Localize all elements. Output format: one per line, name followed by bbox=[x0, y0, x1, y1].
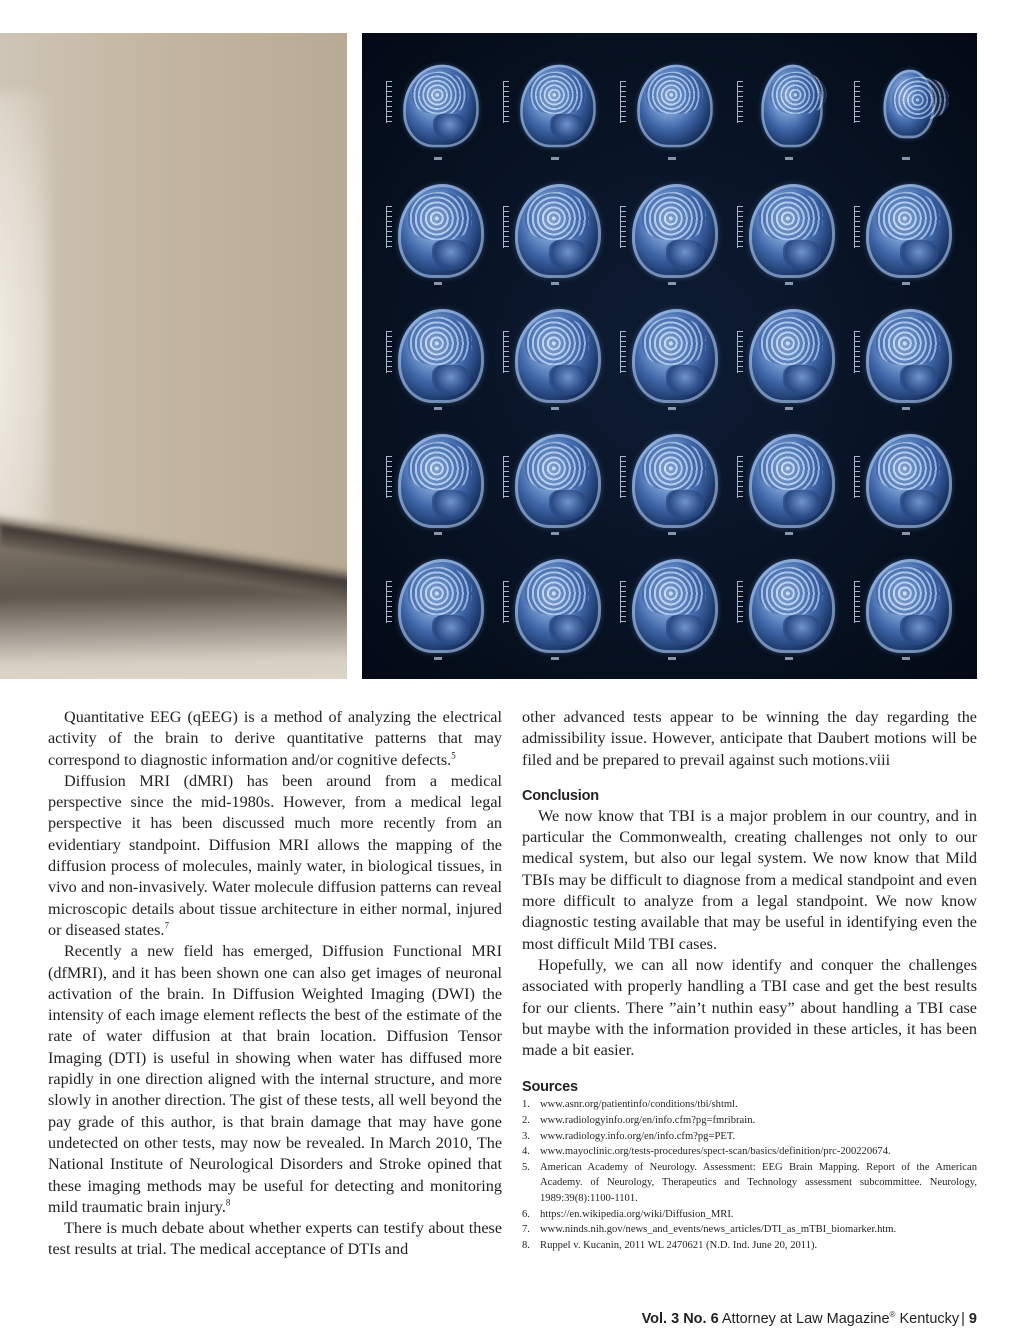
mri-scale-bar bbox=[854, 206, 862, 248]
sources-heading: Sources bbox=[522, 1079, 578, 1096]
mri-brain-tissue bbox=[642, 442, 706, 490]
mri-brain-tissue bbox=[759, 567, 823, 615]
mri-head-outline bbox=[883, 70, 934, 139]
mri-head-outline bbox=[398, 434, 484, 528]
mri-brain-tissue bbox=[646, 72, 702, 114]
mri-head-outline bbox=[632, 309, 718, 403]
mri-scan-slice bbox=[384, 426, 496, 544]
mri-scan-slice bbox=[501, 551, 613, 669]
mri-brain-tissue bbox=[892, 77, 948, 119]
mri-head-outline bbox=[398, 309, 484, 403]
volume-label: Vol. 3 No. 6 bbox=[641, 1311, 719, 1327]
mri-scan-slice bbox=[852, 551, 964, 669]
conclusion-heading: Conclusion bbox=[522, 787, 599, 804]
mri-head-outline bbox=[761, 65, 823, 148]
mri-jaw-region bbox=[666, 615, 704, 645]
mri-slice-marker bbox=[434, 157, 442, 160]
registered-mark: ® bbox=[889, 1310, 896, 1320]
mri-slice-marker bbox=[434, 282, 442, 285]
mri-jaw-region bbox=[666, 365, 704, 395]
mri-scale-bar bbox=[620, 456, 628, 498]
mri-brain-tissue bbox=[759, 317, 823, 365]
mri-brain-tissue bbox=[642, 567, 706, 615]
mri-scale-bar bbox=[503, 456, 511, 498]
region-label: Kentucky bbox=[899, 1311, 960, 1327]
mri-jaw-region bbox=[550, 114, 583, 140]
footnote-ref: 8 bbox=[225, 1197, 231, 1208]
mri-head-outline bbox=[403, 65, 479, 148]
mri-slice-marker bbox=[902, 282, 910, 285]
mri-scale-bar bbox=[737, 81, 745, 123]
mri-brain-tissue bbox=[876, 442, 940, 490]
mri-scale-bar bbox=[854, 456, 862, 498]
source-number: 8. bbox=[522, 1239, 530, 1251]
mri-scale-bar bbox=[503, 331, 511, 373]
source-text: www.radiology.info.org/en/info.cfm?pg=PET. bbox=[540, 1130, 736, 1142]
mri-slice-marker bbox=[785, 657, 793, 660]
source-text: www.radiologyinfo.org/en/info.cfm?pg=fmribrain. bbox=[540, 1115, 756, 1127]
mri-scan-grid bbox=[384, 51, 964, 671]
mri-brain-tissue bbox=[759, 192, 823, 240]
mri-brain-tissue bbox=[770, 72, 826, 114]
mri-head-outline bbox=[632, 184, 718, 278]
paragraph-debate: There is much debate about whether experts can testify about these test results at trial. The medical acceptance of DTIs and bbox=[48, 1219, 502, 1259]
mri-scan-slice bbox=[384, 301, 496, 419]
mri-brain-tissue bbox=[876, 192, 940, 240]
mri-scale-bar bbox=[503, 581, 511, 623]
mri-slice-marker bbox=[668, 157, 676, 160]
footnote-ref: 5 bbox=[451, 750, 456, 761]
paragraph-admissibility: other advanced tests appear to be winning the day regarding the admissibility issue. However, anticipate that Daubert motions will be filed and be prepared to prevail against such motions.viii bbox=[522, 708, 977, 769]
mri-head-outline bbox=[749, 434, 835, 528]
source-text: Ruppel v. Kucanin, 2011 WL 2470621 (N.D. Ind. June 20, 2011). bbox=[540, 1239, 818, 1251]
mri-slice-marker bbox=[551, 657, 559, 660]
source-number: 7. bbox=[522, 1224, 530, 1236]
mri-jaw-region bbox=[433, 114, 466, 140]
mri-jaw-region bbox=[783, 615, 821, 645]
mri-head-outline bbox=[520, 65, 596, 148]
mri-slice-marker bbox=[551, 407, 559, 410]
footer-separator: | bbox=[961, 1311, 965, 1327]
mri-brain-tissue bbox=[525, 317, 589, 365]
mri-slice-marker bbox=[785, 407, 793, 410]
mri-jaw-region bbox=[432, 365, 470, 395]
mri-brain-tissue bbox=[408, 442, 472, 490]
source-item bbox=[522, 1144, 977, 1160]
mri-head-outline bbox=[515, 559, 601, 653]
source-text: American Academy of Neurology. Assessment: EEG Brain Mapping. Report of the American Academy. of Neurology, Therapeutics and Technology assessment subcommittee. Neurology, 1989:39(8):1100-1101. bbox=[540, 1161, 977, 1205]
paragraph-dmri: Diffusion MRI (dMRI) has been around from a medical perspective since the mid-1980s. However, from a medical legal perspective it has been discussed much more recently from an evidentiary standpoint. Diffusion MRI allows the mapping of the diffusion process of molecules, mainly water, in biological tissues, in vivo and non-invasively. Water molecule diffusion patterns can reveal microscopic details about tissue architecture in either normal, injured or diseased states.$^7$ bbox=[48, 771, 502, 939]
mri-scan-slice bbox=[618, 51, 730, 169]
mri-scale-bar bbox=[386, 206, 394, 248]
mri-head-outline bbox=[398, 184, 484, 278]
mri-scale-bar bbox=[737, 581, 745, 623]
mri-jaw-region bbox=[666, 240, 704, 270]
mri-jaw-region bbox=[666, 490, 704, 520]
mri-scan-slice bbox=[501, 301, 613, 419]
mri-slice-marker bbox=[785, 532, 793, 535]
clinical-room-photo bbox=[0, 33, 347, 679]
mri-scan-slice bbox=[501, 51, 613, 169]
mri-scale-bar bbox=[737, 206, 745, 248]
mri-brain-tissue bbox=[525, 567, 589, 615]
mri-scan-slice bbox=[852, 176, 964, 294]
article-left-column bbox=[48, 707, 502, 1261]
mri-jaw-region bbox=[783, 240, 821, 270]
sources-list bbox=[522, 1097, 977, 1253]
mri-head-outline bbox=[515, 184, 601, 278]
mri-scan-slice bbox=[852, 301, 964, 419]
paragraph-dfmri: Recently a new field has emerged, Diffusion Functional MRI (dfMRI), and it has been shown one can also get images of neuronal activation of the brain. In Diffusion Weighted Imaging (DWI) the intensity of each image element reflects the best of the estimate of the rate of water diffusion at that brain location. Diffusion Tensor Imaging (DTI) is useful in showing when water has diffused more rapidly in one direction aligned with the internal structure, and more slowly in another direction. The gist of these tests, all well beyond the pay grade of this author, is that brain damage that may have gone undetected on other tests, may now be revealed. In March 2010, The National Institute of Neurological Disorders and Stroke opined that these imaging methods may be useful for detecting and monitoring mild traumatic brain injury.$^8$ bbox=[48, 942, 502, 1216]
mri-slice-marker bbox=[902, 407, 910, 410]
mri-slice-marker bbox=[551, 157, 559, 160]
mri-brain-tissue bbox=[525, 442, 589, 490]
mri-head-outline bbox=[749, 184, 835, 278]
mri-scan-slice bbox=[735, 176, 847, 294]
source-item bbox=[522, 1160, 977, 1207]
page-footer bbox=[642, 1311, 977, 1327]
mri-brain-tissue bbox=[876, 317, 940, 365]
mri-brain-tissue bbox=[759, 442, 823, 490]
mri-scale-bar bbox=[737, 331, 745, 373]
mri-scale-bar bbox=[854, 331, 862, 373]
mri-head-outline bbox=[632, 559, 718, 653]
mri-head-outline bbox=[866, 309, 952, 403]
mri-jaw-region bbox=[549, 240, 587, 270]
mri-slice-marker bbox=[551, 282, 559, 285]
mri-scale-bar bbox=[737, 456, 745, 498]
mri-scan-slice bbox=[735, 551, 847, 669]
mri-head-outline bbox=[866, 184, 952, 278]
mri-head-outline bbox=[637, 65, 713, 148]
source-text: www.ninds.nih.gov/news_and_events/news_articles/DTI_as_mTBI_biomarker.htm. bbox=[540, 1224, 897, 1236]
mri-head-outline bbox=[515, 434, 601, 528]
mri-scale-bar bbox=[620, 206, 628, 248]
mri-scan-slice bbox=[618, 551, 730, 669]
mri-scale-bar bbox=[386, 456, 394, 498]
mri-scan-slice bbox=[852, 51, 964, 169]
mri-slice-marker bbox=[434, 407, 442, 410]
mri-jaw-region bbox=[900, 615, 938, 645]
mri-slice-marker bbox=[434, 657, 442, 660]
mri-brain-tissue bbox=[408, 567, 472, 615]
source-number: 4. bbox=[522, 1146, 530, 1158]
mri-brain-tissue bbox=[529, 72, 585, 114]
mri-slice-marker bbox=[902, 657, 910, 660]
mri-scan-slice bbox=[501, 176, 613, 294]
mri-scale-bar bbox=[854, 581, 862, 623]
mri-scale-bar bbox=[386, 81, 394, 123]
mri-slice-marker bbox=[668, 532, 676, 535]
mri-slice-marker bbox=[902, 157, 910, 160]
source-item bbox=[522, 1129, 977, 1145]
mri-jaw-region bbox=[549, 490, 587, 520]
source-item bbox=[522, 1097, 977, 1113]
mri-scale-bar bbox=[620, 581, 628, 623]
mri-scan-slice bbox=[618, 176, 730, 294]
mri-jaw-region bbox=[783, 490, 821, 520]
mri-head-outline bbox=[749, 309, 835, 403]
source-number: 5. bbox=[522, 1161, 530, 1173]
publication-name: Attorney at Law Magazine bbox=[721, 1311, 890, 1327]
mri-head-outline bbox=[866, 559, 952, 653]
mri-slice-marker bbox=[551, 532, 559, 535]
source-number: 2. bbox=[522, 1115, 530, 1127]
source-item bbox=[522, 1238, 977, 1254]
mri-jaw-region bbox=[432, 240, 470, 270]
mri-brain-tissue bbox=[408, 317, 472, 365]
mri-scan-slice bbox=[735, 301, 847, 419]
mri-scale-bar bbox=[620, 81, 628, 123]
mri-scan-slice bbox=[384, 551, 496, 669]
mri-scale-bar bbox=[854, 81, 862, 123]
mri-jaw-region bbox=[783, 365, 821, 395]
paragraph-conclusion-1: We now know that TBI is a major problem in our country, and in particular the Commonwealth, creating challenges not only to our medical system, but also our legal system. We now know that Mild TBIs may be difficult to diagnose from a medical standpoint and even more difficult to analyze from a legal standpoint. We now know diagnostic testing available that may be useful in identifying even the most difficult Mild TBI cases. bbox=[522, 806, 977, 953]
mri-scans-photo bbox=[362, 33, 977, 679]
mri-scan-slice bbox=[618, 301, 730, 419]
source-item bbox=[522, 1113, 977, 1129]
mri-head-outline bbox=[749, 559, 835, 653]
mri-scale-bar bbox=[620, 331, 628, 373]
source-number: 1. bbox=[522, 1099, 530, 1111]
mri-brain-tissue bbox=[412, 72, 468, 114]
source-item bbox=[522, 1222, 977, 1238]
footnote-ref: 7 bbox=[164, 920, 169, 931]
article-right-column bbox=[522, 707, 977, 1253]
mri-scale-bar bbox=[386, 331, 394, 373]
mri-scan-slice bbox=[501, 426, 613, 544]
mri-scan-slice bbox=[735, 426, 847, 544]
source-text: www.asnr.org/patientinfo/conditions/tbi/shtml. bbox=[540, 1099, 738, 1111]
mri-scan-slice bbox=[384, 176, 496, 294]
mri-head-outline bbox=[398, 559, 484, 653]
mri-scan-slice bbox=[852, 426, 964, 544]
mri-slice-marker bbox=[668, 407, 676, 410]
mri-scan-slice bbox=[618, 426, 730, 544]
paragraph-qeeg: Quantitative EEG (qEEG) is a method of analyzing the electrical activity of the brain to derive quantitative patterns that may correspond to diagnostic information and/or cognitive defects.$^5$ bbox=[48, 708, 502, 769]
paragraph-conclusion-2: Hopefully, we can all now identify and conquer the challenges associated with properly handling a TBI case and get the best results for our clients. There ”ain’t nuthin easy” about handling a TBI case but maybe with the information provided in these articles, it has been made a bit easier. bbox=[522, 955, 977, 1060]
mri-brain-tissue bbox=[408, 192, 472, 240]
mri-jaw-region bbox=[900, 240, 938, 270]
mri-slice-marker bbox=[434, 532, 442, 535]
mri-scan-slice bbox=[735, 51, 847, 169]
mri-jaw-region bbox=[900, 490, 938, 520]
mri-brain-tissue bbox=[876, 567, 940, 615]
mri-slice-marker bbox=[785, 282, 793, 285]
source-item bbox=[522, 1207, 977, 1223]
mri-slice-marker bbox=[668, 657, 676, 660]
mri-head-outline bbox=[515, 309, 601, 403]
mri-jaw-region bbox=[549, 365, 587, 395]
mri-brain-tissue bbox=[642, 192, 706, 240]
source-number: 6. bbox=[522, 1208, 530, 1220]
mri-jaw-region bbox=[900, 365, 938, 395]
mri-head-outline bbox=[866, 434, 952, 528]
mri-jaw-region bbox=[549, 615, 587, 645]
source-text: www.mayoclinic.org/tests-procedures/spect-scan/basics/definition/prc-200220674. bbox=[540, 1146, 891, 1158]
mri-scale-bar bbox=[386, 581, 394, 623]
mri-slice-marker bbox=[785, 157, 793, 160]
mri-scale-bar bbox=[503, 81, 511, 123]
mri-scan-slice bbox=[384, 51, 496, 169]
mri-brain-tissue bbox=[525, 192, 589, 240]
source-number: 3. bbox=[522, 1130, 530, 1142]
mri-brain-tissue bbox=[642, 317, 706, 365]
mri-scale-bar bbox=[503, 206, 511, 248]
mri-head-outline bbox=[632, 434, 718, 528]
mri-slice-marker bbox=[902, 532, 910, 535]
mri-jaw-region bbox=[432, 490, 470, 520]
mri-jaw-region bbox=[432, 615, 470, 645]
mri-slice-marker bbox=[668, 282, 676, 285]
page-number: 9 bbox=[968, 1311, 977, 1327]
source-text: https://en.wikipedia.org/wiki/Diffusion_MRI. bbox=[540, 1208, 734, 1220]
